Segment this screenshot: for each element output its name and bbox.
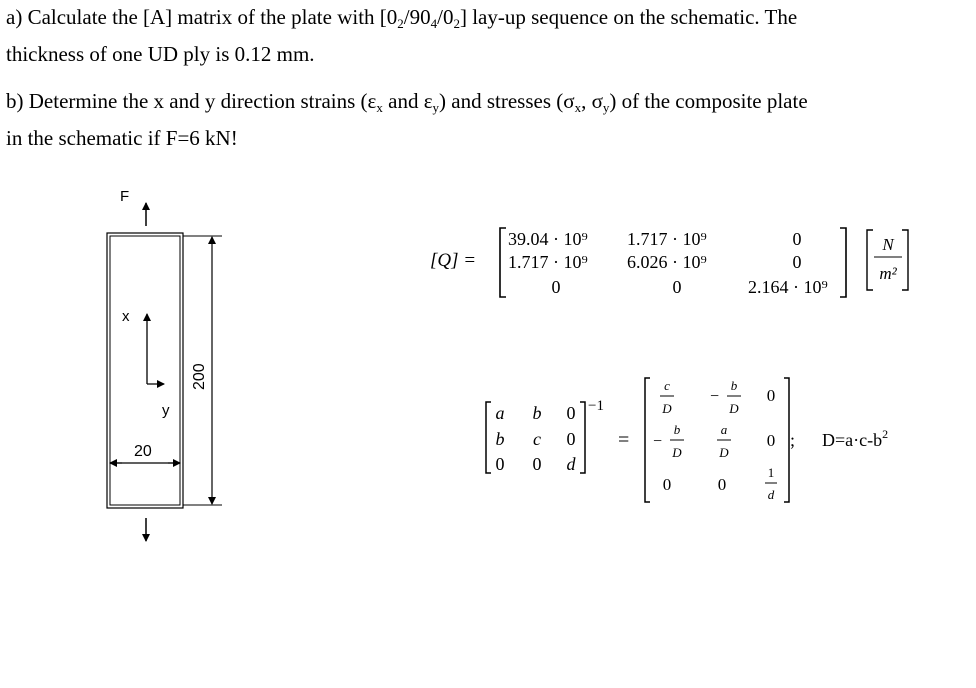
part-b-sub-1: x bbox=[376, 100, 383, 115]
part-b-text-3: ) and stresses (σ bbox=[439, 89, 575, 113]
part-a-sub-2: 4 bbox=[430, 16, 438, 31]
q-cell-13: 0 bbox=[792, 229, 802, 249]
inverse-bracket-right bbox=[784, 378, 789, 502]
part-b-text-5: ) of the composite plate bbox=[609, 89, 808, 113]
y-axis-label: y bbox=[162, 402, 170, 419]
part-b-text-4: , σ bbox=[581, 89, 603, 113]
inv-r1c3: 0 bbox=[766, 386, 776, 405]
part-b-sub-3: x bbox=[574, 100, 582, 115]
q-cell-22: 6.026 · 10⁹ bbox=[627, 252, 707, 272]
d-definition-exp: 2 bbox=[882, 427, 889, 441]
part-a-text-4: ] lay-up sequence on the schematic. The bbox=[459, 5, 798, 29]
q-cell-11: 39.04 · 10⁹ bbox=[508, 229, 588, 249]
abcd-cell-12: b bbox=[532, 403, 542, 423]
inv-r1c1-den: D bbox=[662, 401, 672, 416]
abcd-cell-22: c bbox=[533, 429, 541, 449]
part-a-text-1: a) Calculate the [A] matrix of the plate with [0 bbox=[6, 5, 398, 29]
part-a-text-2: /90 bbox=[403, 5, 431, 29]
part-a-line-2: thickness of one UD ply is 0.12 mm. bbox=[6, 42, 315, 66]
inv-r2c1-den: D bbox=[672, 445, 682, 460]
inv-r2c2-num: a bbox=[720, 422, 728, 437]
force-label: F bbox=[120, 188, 130, 205]
abcd-cell-31: 0 bbox=[495, 454, 505, 474]
inv-r3c2: 0 bbox=[717, 475, 727, 494]
inv-r3c3-num: 1 bbox=[767, 465, 775, 480]
unit-denominator: m² bbox=[879, 264, 897, 283]
q-cell-31: 0 bbox=[551, 277, 561, 297]
width-dimension-label: 20 bbox=[134, 443, 152, 460]
inverse-bracket-left bbox=[645, 378, 650, 502]
inv-r3c1: 0 bbox=[662, 475, 672, 494]
inv-r1c2-num: b bbox=[730, 378, 738, 393]
q-cell-21: 1.717 · 10⁹ bbox=[508, 252, 588, 272]
q-cell-32: 0 bbox=[672, 277, 682, 297]
q-cell-23: 0 bbox=[792, 252, 802, 272]
part-b-sub-2: y bbox=[432, 100, 440, 115]
abcd-cell-13: 0 bbox=[566, 403, 576, 423]
unit-numerator: N bbox=[882, 235, 894, 254]
inv-r2c2-den: D bbox=[719, 445, 729, 460]
part-b-text-1: b) Determine the x and y direction strains (ε bbox=[6, 89, 377, 113]
inv-r1c1-num: c bbox=[664, 378, 670, 393]
part-b-sub-4: y bbox=[602, 100, 610, 115]
d-definition-main: D=a·c-b bbox=[822, 430, 883, 450]
part-a-text-3: /0 bbox=[437, 5, 454, 29]
abcd-cell-23: 0 bbox=[566, 429, 576, 449]
inverse-exponent: −1 bbox=[588, 398, 604, 414]
abcd-cell-32: 0 bbox=[532, 454, 542, 474]
abcd-bracket-right bbox=[580, 402, 585, 473]
equals-sign: = bbox=[618, 429, 630, 451]
x-axis-label: x bbox=[122, 308, 130, 325]
inv-r2c3: 0 bbox=[766, 431, 776, 450]
inv-r3c3-den: d bbox=[767, 487, 775, 502]
part-a-sub-3: 2 bbox=[453, 16, 460, 31]
part-b-line-2: in the schematic if F=6 kN! bbox=[6, 126, 238, 150]
abcd-cell-21: b bbox=[495, 429, 505, 449]
inv-r2c1-minus: − bbox=[653, 433, 663, 450]
part-b-text-2: and ε bbox=[382, 89, 433, 113]
inv-r1c2-den: D bbox=[729, 401, 739, 416]
abcd-cell-33: d bbox=[566, 454, 576, 474]
q-cell-33: 2.164 · 10⁹ bbox=[748, 277, 828, 297]
semicolon: ; bbox=[790, 430, 796, 450]
q-matrix-lhs: [Q] = bbox=[430, 250, 477, 271]
height-dimension-label: 200 bbox=[191, 363, 208, 390]
part-a-sub-1: 2 bbox=[397, 16, 404, 31]
abcd-cell-11: a bbox=[495, 403, 505, 423]
inv-r2c1-num: b bbox=[673, 422, 681, 437]
abcd-bracket-left bbox=[486, 402, 491, 473]
d-definition bbox=[822, 427, 888, 450]
inv-r1c2-minus: − bbox=[710, 388, 720, 405]
q-cell-12: 1.717 · 10⁹ bbox=[627, 229, 707, 249]
